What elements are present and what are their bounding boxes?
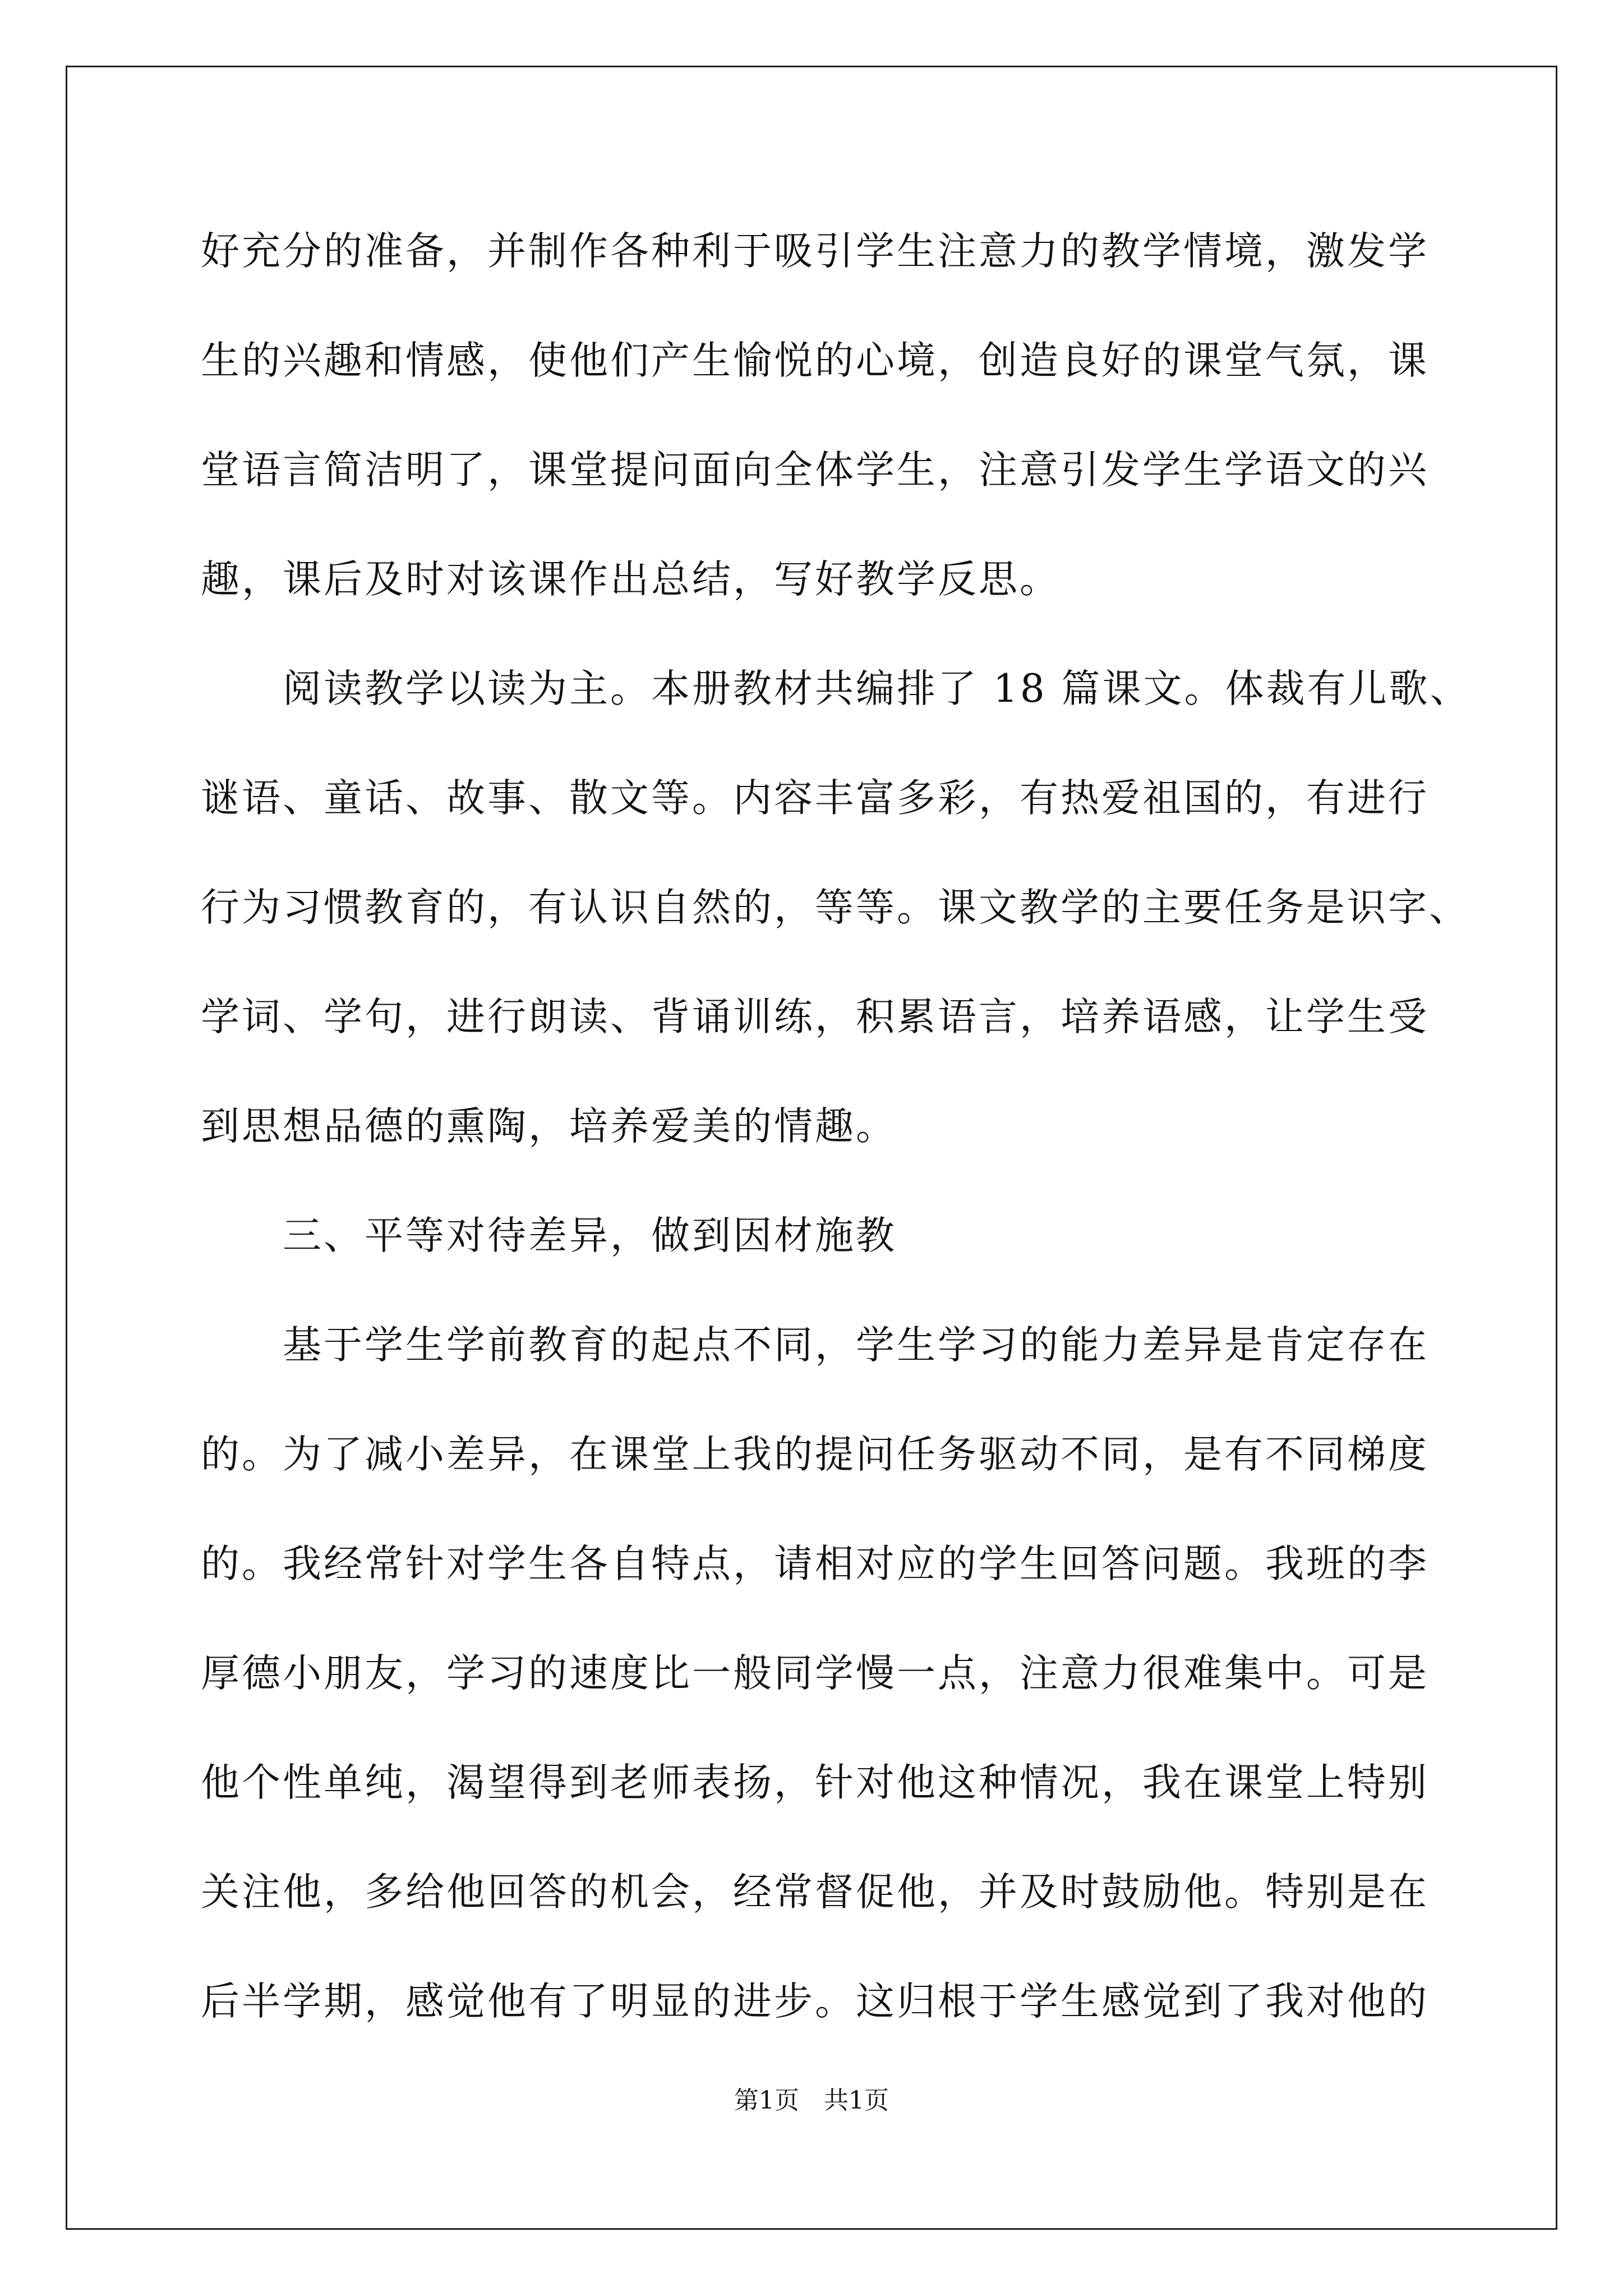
section-heading: 三、平等对待差异，做到因材施教 bbox=[201, 1213, 897, 1258]
text-line: 他个性单纯，渴望得到老师表扬，针对他这种情况，我在课堂上特别 bbox=[201, 1760, 1429, 1805]
text-line: 阅读教学以读为主。本册教材共编排了 18 篇课文。体裁有儿歌、 bbox=[201, 666, 1471, 711]
text-line: 后半学期，感觉他有了明显的进步。这归根于学生感觉到了我对他的 bbox=[201, 1979, 1429, 2024]
text-line: 行为习惯教育的，有认识自然的，等等。课文教学的主要任务是识字、 bbox=[201, 885, 1470, 930]
text-line: 的。我经常针对学生各自特点，请相对应的学生回答问题。我班的李 bbox=[201, 1542, 1429, 1586]
text-line: 关注他，多给他回答的机会，经常督促他，并及时鼓励他。特别是在 bbox=[201, 1870, 1429, 1915]
text-line: 趣，课后及时对该课作出总结，写好教学反思。 bbox=[201, 557, 1061, 602]
text-line: 厚德小朋友，学习的速度比一般同学慢一点，注意力很难集中。可是 bbox=[201, 1651, 1429, 1696]
text-line: 堂语言简洁明了，课堂提问面向全体学生，注意引发学生学语文的兴 bbox=[201, 448, 1429, 493]
text-line: 好充分的准备，并制作各种利于吸引学生注意力的教学情境，激发学 bbox=[201, 229, 1429, 274]
text-line: 的。为了减小差异，在课堂上我的提问任务驱动不同，是有不同梯度 bbox=[201, 1432, 1429, 1477]
text-line: 基于学生学前教育的起点不同，学生学习的能力差异是肯定存在 bbox=[201, 1323, 1429, 1368]
text-line: 生的兴趣和情感，使他们产生愉悦的心境，创造良好的课堂气氛，课 bbox=[201, 338, 1429, 383]
text-line: 谜语、童话、故事、散文等。内容丰富多彩，有热爱祖国的，有进行 bbox=[201, 776, 1429, 821]
text-line: 学词、学句，进行朗读、背诵训练，积累语言，培养语感，让学生受 bbox=[201, 995, 1429, 1039]
text-line: 到思想品德的熏陶，培养爱美的情趣。 bbox=[201, 1104, 897, 1149]
page-number: 第1页 共1页 bbox=[734, 2086, 889, 2115]
